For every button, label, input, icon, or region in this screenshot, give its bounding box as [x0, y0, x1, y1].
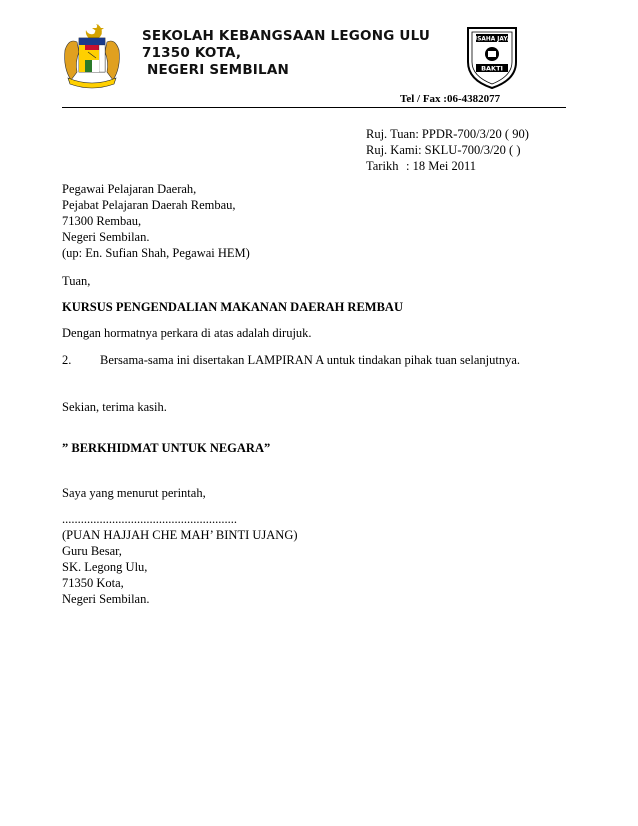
signatory-line: Guru Besar, [62, 544, 122, 558]
ref-tarikh [366, 158, 476, 174]
paragraph-2-number: 2. [62, 353, 72, 367]
signatory-line: SK. Legong Ulu, [62, 560, 148, 574]
ref-ruj-kami: Ruj. Kami: SKLU-700/3/20 ( ) [366, 143, 521, 157]
recipient-line: Pejabat Pelajaran Daerah Rembau, [62, 198, 236, 212]
motto: ” BERKHIDMAT UNTUK NEGARA” [62, 441, 271, 455]
coat-of-arms-icon [62, 20, 122, 92]
signatory-line: (PUAN HAJJAH CHE MAH’ BINTI UJANG) [62, 528, 298, 542]
school-crest-icon [462, 24, 522, 90]
signature-dots: ........................................................ [62, 512, 237, 526]
contact-tel-fax: Tel / Fax :06-4382077 [400, 93, 501, 105]
header-rule [62, 107, 566, 108]
recipient-line: Pegawai Pelajaran Daerah, [62, 182, 197, 196]
closing: Sekian, terima kasih. [62, 400, 167, 414]
crest-top-text: USAHA JAYA [472, 36, 512, 43]
ref-ruj-tuan: Ruj. Tuan: PPDR-700/3/20 ( 90) [366, 127, 529, 141]
ref-tarikh-label: Tarikh [366, 159, 399, 173]
paragraph-1: Dengan hormatnya perkara di atas adalah dirujuk. [62, 326, 312, 340]
paragraph-2-text: Bersama-sama ini disertakan LAMPIRAN A untuk tindakan pihak tuan selanjutnya. [100, 353, 521, 367]
recipient-line: Negeri Sembilan. [62, 230, 150, 244]
recipient-line: 71300 Rembau, [62, 214, 142, 228]
school-name: SEKOLAH KEBANGSAAN LEGONG ULU [142, 28, 431, 44]
school-address-line1: 71350 KOTA, [142, 45, 242, 61]
school-address-line2: NEGERI SEMBILAN [147, 62, 289, 78]
sign-intro: Saya yang menurut perintah, [62, 486, 206, 500]
signatory-line: Negeri Sembilan. [62, 592, 150, 606]
signatory-line: 71350 Kota, [62, 576, 124, 590]
crest-bottom-text: BAKTI [481, 64, 503, 73]
ref-tarikh-value: : 18 Mei 2011 [406, 159, 477, 173]
subject-heading: KURSUS PENGENDALIAN MAKANAN DAERAH REMBAU [62, 300, 403, 314]
salutation: Tuan, [62, 274, 91, 288]
recipient-line: (up: En. Sufian Shah, Pegawai HEM) [62, 246, 250, 260]
